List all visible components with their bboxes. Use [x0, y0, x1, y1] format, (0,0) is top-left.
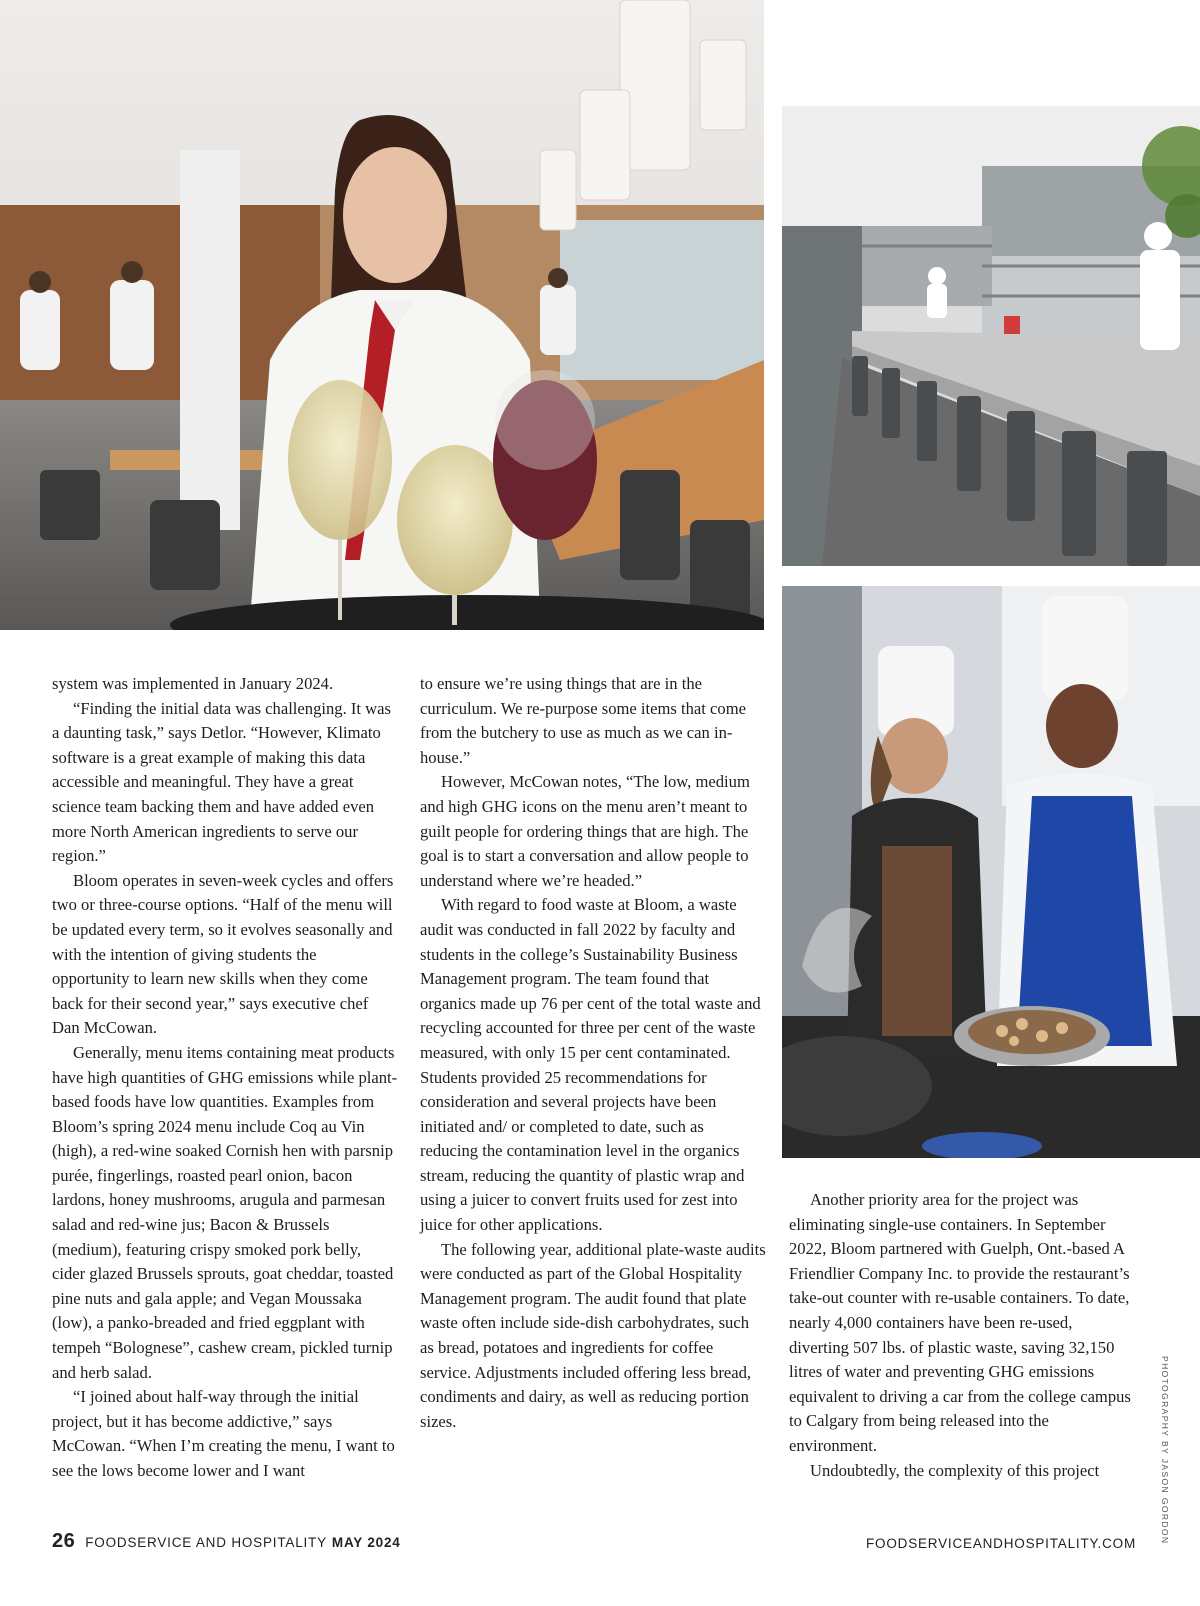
chefs-photo: [782, 586, 1200, 1158]
paragraph: However, McCowan notes, “The low, medium and high GHG icons on the menu aren’t meant to guilt people for ordering things that are high. The goal is to start a conversation and allow people to understand where we’re headed.”: [420, 772, 750, 890]
publication-name: FOODSERVICE AND HOSPITALITY: [85, 1535, 327, 1550]
paragraph: Another priority area for the project was eliminating single-use containers. In September 2022, Bloom partnered with Guelph, Ont.-based A Friendlier Company Inc. to provide the restaurant’s take-out counter with re-usable containers. To date, nearly 4,000 containers have been re-used, diverting 507 lbs. of plastic waste, saving 32,150 litres of water and preventing GHG emissions equivalent to driving a car from the college campus to Calgary from being released into the environment.: [789, 1190, 1131, 1455]
paragraph: Bloom operates in seven-week cycles and offers two or three-course options. “Half of the menu will be updated every term, so it evolves seasonally and with the intention of giving students the opportunity to learn new skills when they come back for their second year,” says executive chef Dan McCowan.: [52, 870, 394, 1038]
kitchen-photo: [782, 106, 1200, 566]
website-url: FOODSERVICEANDHOSPITALITY.COM: [866, 1536, 1136, 1551]
paragraph: “I joined about half-way through the initial project, but it has become addictive,” says McCowan. “When I’m creating the menu, I want to see the lows become lower and I want: [52, 1387, 395, 1480]
paragraph: “Finding the initial data was challenging. It was a daunting task,” says Detlor. “However, Klimato software is a great example of making this data accessible and meaningful. They have a great science team backing them and have added even more North American ingredients to serve our region.”: [52, 698, 391, 866]
article-column-2: [420, 672, 766, 1434]
paragraph: Undoubtedly, the complexity of this project: [810, 1460, 1100, 1480]
server-photo: [0, 0, 764, 630]
paragraph: to ensure we’re using things that are in the curriculum. We re-purpose some items that come from the butchery to use as much as we can in-house.”: [420, 674, 746, 767]
paragraph: The following year, additional plate-waste audits were conducted as part of the Global Hospitality Management program. The audit found that plate waste often include side-dish carbohydrates, such as bread, potatoes and ingredients for coffee service. Adjustments included offering less bread, condiments and dairy, as well as reducing portion sizes.: [420, 1239, 766, 1431]
paragraph: With regard to food waste at Bloom, a waste audit was conducted in fall 2022 by faculty and students in the college’s Sustainability Business Management program. The team found that organics made up 76 per cent of the total waste and recycling accounted for three per cent of the waste measured, with only 15 per cent contaminated. Students provided 25 recommendations for consideration and several projects have been initiated and/ or completed to date, such as reducing the contamination level in the organics stream, reducing the quantity of plastic wrap and using a juicer to convert fruits used for zest into juice for other applications.: [420, 895, 761, 1235]
article-column-3: [789, 1188, 1135, 1483]
page-number: 26: [52, 1530, 76, 1552]
issue-date: MAY 2024: [331, 1535, 401, 1550]
footer-folio: [52, 1530, 401, 1553]
paragraph: system was implemented in January 2024.: [52, 674, 334, 693]
photo-credit: PHOTOGRAPHY BY JASON GORDON: [1160, 1356, 1170, 1545]
paragraph: Generally, menu items containing meat products have high quantities of GHG emissions while plant-based foods have low quantities. Examples from Bloom’s spring 2024 menu include Coq au Vin (high), a red-wine soaked Cornish hen with parsnip purée, fingerlings, roasted pearl onion, bacon lardons, honey mushrooms, arugula and parmesan salad and red-wine jus; Bacon & Brussels (medium), featuring crispy smoked pork belly, cider glazed Brussels sprouts, goat cheddar, toasted pine nuts and gala apple; and Vegan Moussaka (low), a panko-breaded and fried eggplant with tempeh “Bolognese”, cashew cream, pickled turnip and herb salad.: [52, 1042, 398, 1382]
article-column-1: [52, 672, 398, 1484]
